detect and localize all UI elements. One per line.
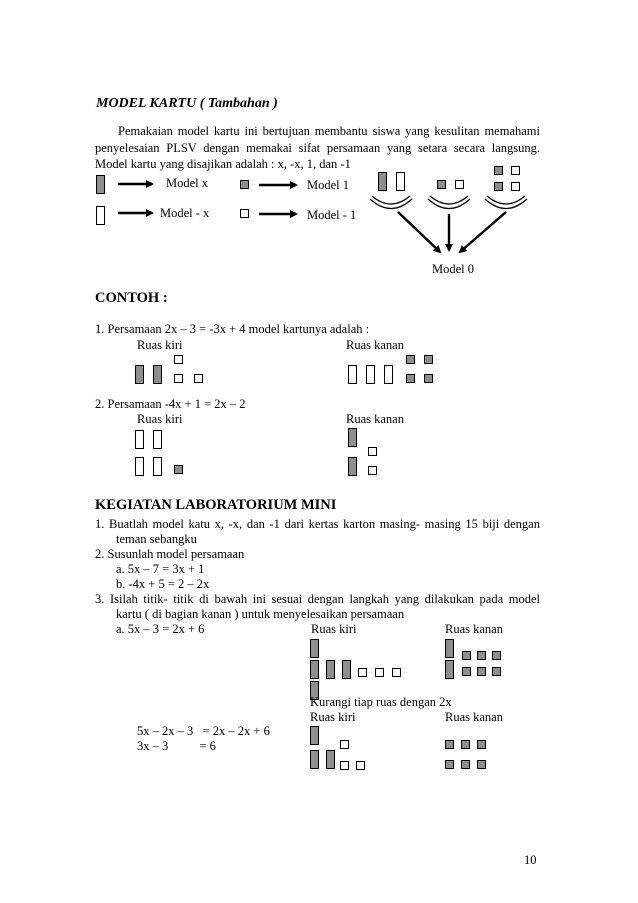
c2r-x2: [348, 457, 357, 476]
c2l-negx3: [135, 457, 144, 476]
lr-one-c: [492, 651, 501, 660]
lab-step-3a: 3. Isilah titik- titik di bawah ini sesuai dengan langkah yang dilakukan pada model: [95, 592, 540, 606]
lab-step-3b: kartu ( di bagian kanan ) untuk menyelesaikan persamaan: [116, 607, 405, 621]
legend-model-0: Model 0: [432, 262, 475, 276]
c1l-neg1-b: [174, 374, 183, 383]
ll2-x3: [326, 750, 335, 769]
ll-x1: [310, 639, 319, 658]
intro-line-2: penyelesaian PLSV dengan memakai sifat persamaan yang setara secara langsung.: [95, 141, 540, 155]
ll-x4: [342, 660, 351, 679]
lab-equation: a. 5x – 3 = 2x + 6: [116, 622, 205, 636]
lab-ruas-kiri: Ruas kiri: [311, 622, 357, 636]
lr-x2: [445, 660, 454, 679]
lr2-one-e: [461, 760, 470, 769]
lr2-one-b: [461, 740, 470, 749]
lr-one-b: [477, 651, 486, 660]
intro-line-1: Pemakaian model kartu ini bertujuan membantu siswa yang kesulitan memahami: [118, 124, 540, 138]
lr-one-f: [492, 667, 501, 676]
c1r-negx3: [384, 365, 393, 384]
c1r-one-b: [424, 355, 433, 364]
brace-pair3: [487, 196, 525, 204]
lr-one-a: [462, 651, 471, 660]
legend-model-x: Model x: [166, 176, 209, 190]
lab-heading: KEGIATAN LABORATORIUM MINI: [95, 497, 337, 513]
lab-ruas-kiri-2: Ruas kiri: [310, 710, 356, 724]
arrow-to-model0-right: [460, 212, 506, 252]
c1l-x2: [153, 365, 162, 384]
c2l-negx2: [153, 430, 162, 449]
contoh1-ruas-kanan: Ruas kanan: [346, 338, 404, 352]
c2r-x1: [348, 428, 357, 447]
lab-ruas-kanan-2: Ruas kanan: [445, 710, 503, 724]
lab-step-2a: a. 5x – 7 = 3x + 1: [116, 562, 205, 576]
ll-x2: [310, 660, 319, 679]
lr-one-e: [477, 667, 486, 676]
legend-model-neg-1: Model - 1: [307, 208, 357, 222]
c1l-x1: [135, 365, 144, 384]
lr2-one-a: [445, 740, 454, 749]
lr-x1: [445, 639, 454, 658]
lr2-one-f: [477, 760, 486, 769]
c2l-negx1: [135, 430, 144, 449]
contoh-item-2: 2. Persamaan -4x + 1 = 2x – 2: [95, 397, 246, 411]
lr2-one-d: [445, 760, 454, 769]
ll-x3: [326, 660, 335, 679]
lab-kurangi: Kurangi tiap ruas dengan 2x: [310, 695, 452, 709]
lab-work-1: 5x – 2x – 3 = 2x – 2x + 6: [137, 724, 270, 738]
lr-one-d: [462, 667, 471, 676]
c2r-neg1-a: [368, 447, 377, 456]
page-title: MODEL KARTU ( Tambahan ): [96, 96, 278, 111]
c1r-negx2: [366, 365, 375, 384]
contoh2-ruas-kanan: Ruas kanan: [346, 412, 404, 426]
c1r-one-c: [406, 374, 415, 383]
ll-neg1-c: [392, 668, 401, 677]
lab-step-2b: b. -4x + 5 = 2 – 2x: [116, 577, 210, 591]
ll2-neg1-c: [356, 761, 365, 770]
c2r-neg1-b: [368, 466, 377, 475]
brace-pair1: [372, 196, 410, 204]
ll-neg1-b: [375, 668, 384, 677]
c2l-one: [174, 465, 183, 474]
c2l-negx4: [153, 457, 162, 476]
ll2-x2: [310, 750, 319, 769]
lab-step-1a: 1. Buatlah model katu x, -x, dan -1 dari kertas karton masing- masing 15 biji dengan: [95, 517, 540, 531]
contoh-item-1: 1. Persamaan 2x – 3 = -3x + 4 model kartunya adalah :: [95, 322, 370, 336]
ll2-neg1-a: [340, 740, 349, 749]
contoh1-ruas-kiri: Ruas kiri: [137, 338, 183, 352]
ll-neg1-a: [358, 668, 367, 677]
arrow-to-model0-left: [398, 212, 440, 252]
c1r-negx1: [348, 365, 357, 384]
lab-ruas-kanan: Ruas kanan: [445, 622, 503, 636]
page-number: 10: [524, 853, 537, 867]
intro-line-3: Model kartu yang disajikan adalah : x, -x, 1, dan -1: [95, 157, 351, 171]
legend-model-1: Model 1: [307, 178, 350, 192]
c1l-neg1-a: [174, 355, 183, 364]
lab-step-1b: teman sebangku: [116, 532, 197, 546]
contoh2-ruas-kiri: Ruas kiri: [137, 412, 183, 426]
lr2-one-c: [477, 740, 486, 749]
c1l-neg1-c: [194, 374, 203, 383]
lab-step-2: 2. Susunlah model persamaan: [95, 547, 245, 561]
c1r-one-d: [424, 374, 433, 383]
lab-work-2: 3x – 3 = 6: [137, 739, 216, 753]
brace-pair2: [430, 196, 468, 204]
ll2-x1: [310, 726, 319, 745]
legend-model-neg-x: Model - x: [160, 206, 210, 220]
c1r-one-a: [406, 355, 415, 364]
contoh-heading: CONTOH :: [95, 290, 168, 306]
ll2-neg1-b: [340, 761, 349, 770]
